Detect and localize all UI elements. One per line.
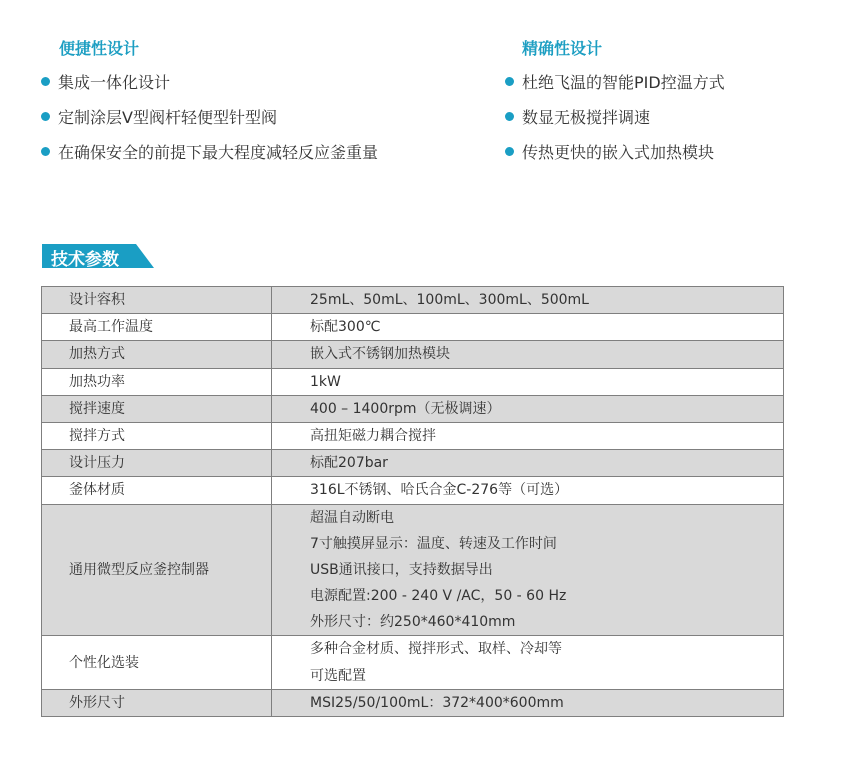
spec-value: 25mL、50mL、100mL、300mL、500mL xyxy=(272,287,784,314)
spec-label: 搅拌方式 xyxy=(42,422,272,449)
feature-item xyxy=(41,140,378,163)
convenience-design-title: 便捷性设计 xyxy=(59,39,140,58)
feature-item xyxy=(505,140,714,163)
table-row xyxy=(42,422,784,449)
bullet-dot-icon xyxy=(41,112,50,121)
bullet-dot-icon xyxy=(505,147,514,156)
spec-value: 1kW xyxy=(272,368,784,395)
spec-value: 316L不锈钢、哈氏合金C-276等（可选） xyxy=(272,477,784,504)
spec-label: 釜体材质 xyxy=(42,477,272,504)
spec-label: 外形尺寸 xyxy=(42,689,272,716)
feature-item xyxy=(41,105,277,128)
spec-label: 设计容积 xyxy=(42,287,272,314)
spec-value: 嵌入式不锈钢加热模块 xyxy=(272,341,784,368)
table-row xyxy=(42,689,784,716)
table-row xyxy=(42,504,784,636)
spec-value: 标配207bar xyxy=(272,450,784,477)
feature-text: 杜绝飞温的智能PID控温方式 xyxy=(522,73,725,92)
spec-label: 最高工作温度 xyxy=(42,314,272,341)
table-row xyxy=(42,395,784,422)
table-row xyxy=(42,477,784,504)
bullet-dot-icon xyxy=(41,147,50,156)
table-row xyxy=(42,287,784,314)
feature-text: 传热更快的嵌入式加热模块 xyxy=(522,143,715,162)
spec-value: 标配300℃ xyxy=(272,314,784,341)
feature-item xyxy=(505,105,650,128)
spec-label: 个性化选装 xyxy=(42,636,272,689)
spec-value: 高扭矩磁力耦合搅拌 xyxy=(272,422,784,449)
spec-table xyxy=(41,286,784,717)
feature-item xyxy=(41,70,170,93)
spec-label: 通用微型反应釜控制器 xyxy=(42,504,272,636)
spec-label: 搅拌速度 xyxy=(42,395,272,422)
feature-text: 数显无极搅拌调速 xyxy=(522,108,651,127)
table-row xyxy=(42,636,784,689)
table-row xyxy=(42,341,784,368)
table-row xyxy=(42,450,784,477)
spec-value: 多种合金材质、搅拌形式、取样、冷却等 可选配置 xyxy=(272,636,784,689)
spec-value: 超温自动断电 7寸触摸屏显示：温度、转速及工作时间 USB通讯接口，支持数据导出 电源配置:200 - 240 V /AC，50 - 60 Hz 外形尺寸：约250*460*410mm xyxy=(272,504,784,636)
spec-label: 加热方式 xyxy=(42,341,272,368)
feature-item xyxy=(505,70,725,93)
feature-text: 在确保安全的前提下最大程度减轻反应釜重量 xyxy=(58,143,379,162)
feature-text: 定制涂层V型阀杆轻便型针型阀 xyxy=(58,108,277,127)
bullet-dot-icon xyxy=(41,77,50,86)
spec-label: 加热功率 xyxy=(42,368,272,395)
spec-value: 400 – 1400rpm（无极调速） xyxy=(272,395,784,422)
table-row xyxy=(42,368,784,395)
feature-text: 集成一体化设计 xyxy=(58,73,171,92)
section-title: 技术参数 xyxy=(51,250,119,270)
table-row xyxy=(42,314,784,341)
tech-params-banner xyxy=(42,244,154,268)
spec-label: 设计压力 xyxy=(42,450,272,477)
bullet-dot-icon xyxy=(505,77,514,86)
precision-design-title: 精确性设计 xyxy=(522,39,603,58)
bullet-dot-icon xyxy=(505,112,514,121)
spec-value: MSI25/50/100mL：372*400*600mm xyxy=(272,689,784,716)
